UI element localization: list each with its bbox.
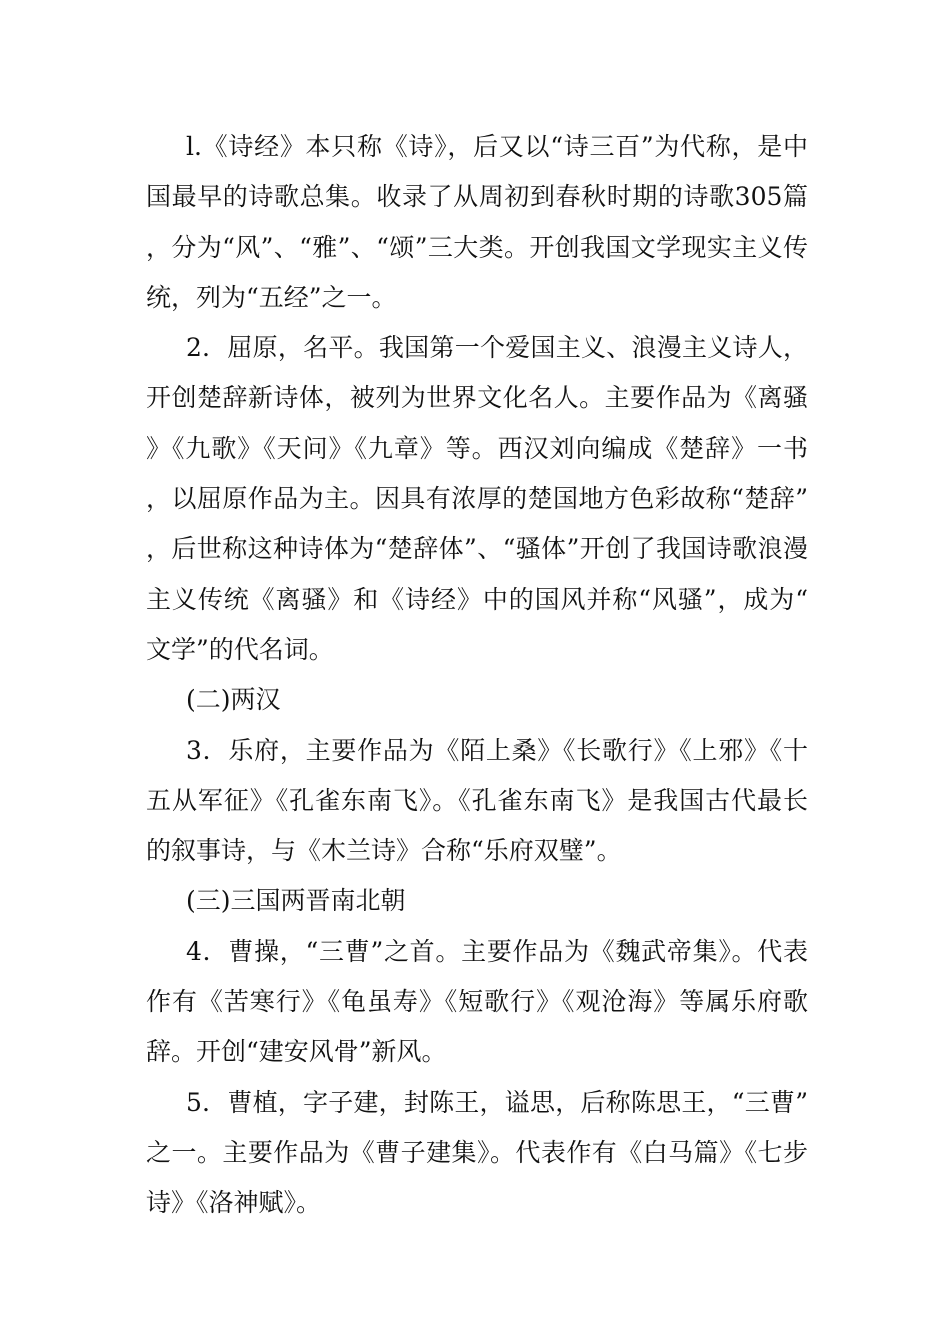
entry-quyuan: 2．屈原，名平。我国第一个爱国主义、浪漫主义诗人，开创楚辞新诗体，被列为世界文化名人。主要作品为《离骚》《九歌》《天问》《九章》等。西汉刘向编成《楚辞》一书，以屈原作品为主。因具有浓厚的楚国地方色彩故称“楚辞”，后世称这种诗体为“楚辞体”、“骚体”开创了我国诗歌浪漫主义传统《离骚》和《诗经》中的国风并称“风骚”，成为“文学”的代名词。 <box>146 333 808 664</box>
section-heading-sanguo: (三)三国两晋南北朝 <box>186 886 406 916</box>
entry-yuefu: 3．乐府，主要作品为《陌上桑》《长歌行》《上邪》《十五从军征》《孔雀东南飞》。《孔雀东南飞》是我国古代最长的叙事诗，与《木兰诗》合称“乐府双璧”。 <box>146 735 808 866</box>
entry-caocao: 4．曹操，“三曹”之首。主要作品为《魏武帝集》。代表作有《苦寒行》《龟虽寿》《短歌行》《观沧海》等属乐府歌辞。开创“建安风骨”新风。 <box>146 936 808 1067</box>
entry-caozhi: 5．曹植，字子建，封陈王，谥思，后称陈思王，“三曹”之一。主要作品为《曹子建集》。代表作有《白马篇》《七步诗》《洛神赋》。 <box>146 1087 808 1218</box>
document-body <box>146 122 808 1229</box>
section-heading-lianghan: (二)两汉 <box>186 685 281 715</box>
entry-shijing: l.《诗经》本只称《诗》，后又以“诗三百”为代称，是中国最早的诗歌总集。收录了从周初到春秋时期的诗歌305篇，分为“风”、“雅”、“颂”三大类。开创我国文学现实主义传统，列为“五经”之一。 <box>146 132 808 312</box>
